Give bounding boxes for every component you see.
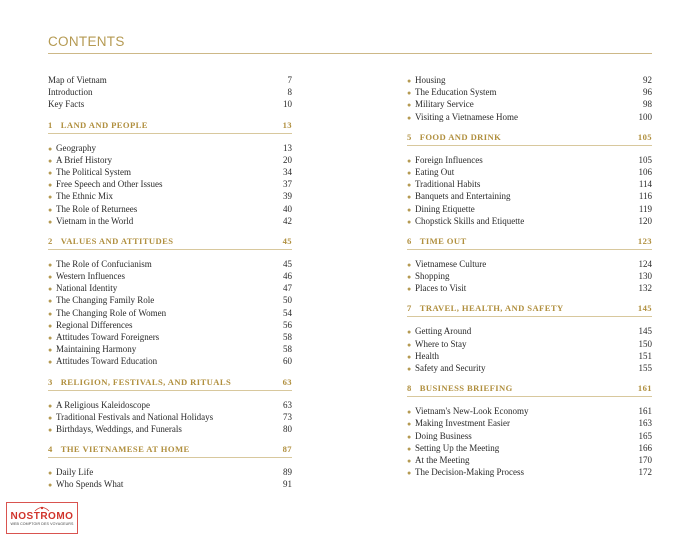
section-page: 13 — [282, 119, 292, 130]
bullet-icon: ● — [48, 321, 53, 330]
toc-entry-page: 42 — [283, 215, 292, 226]
section-items — [48, 399, 292, 436]
toc-entry-label: Military Service — [415, 99, 474, 110]
toc-entry-label: Chopstick Skills and Etiquette — [415, 215, 525, 226]
toc-entry-label: Introduction — [48, 87, 93, 98]
toc-entry-label: The Changing Role of Women — [56, 307, 167, 318]
toc-entry-page: 58 — [283, 344, 292, 355]
toc-entry[interactable] — [48, 294, 292, 306]
toc-entry[interactable] — [48, 154, 292, 166]
toc-entry-page: 161 — [638, 406, 652, 417]
toc-entry[interactable] — [407, 430, 652, 442]
toc-entry-page: 155 — [638, 363, 652, 373]
toc-entry-label: Vietnam's New-Look Economy — [415, 406, 529, 417]
toc-entry[interactable] — [407, 86, 652, 98]
bullet-icon: ● — [48, 358, 53, 367]
left-column — [48, 74, 292, 500]
toc-entry-label: Dining Etiquette — [415, 203, 475, 214]
toc-entry-page: 114 — [638, 179, 652, 190]
section-number: 4 — [48, 444, 53, 455]
toc-entry-label-group — [407, 282, 466, 295]
toc-entry[interactable] — [407, 362, 652, 374]
toc-entry[interactable] — [407, 442, 652, 454]
section-page: 87 — [282, 444, 292, 455]
toc-entry-page: 7 — [287, 75, 292, 85]
page-title: CONTENTS — [48, 34, 125, 49]
toc-entry-label: Shopping — [415, 271, 450, 282]
toc-entry-page: 34 — [283, 166, 292, 177]
section-number: 2 — [48, 235, 53, 246]
toc-entry-page: 120 — [638, 215, 652, 226]
toc-entry-label: The Role of Confucianism — [56, 258, 152, 269]
section-number: 3 — [48, 376, 53, 387]
toc-entry-label: Places to Visit — [415, 283, 467, 294]
toc-entry[interactable] — [407, 215, 652, 227]
toc-entry-label-group — [48, 355, 157, 368]
section-page: 105 — [637, 131, 652, 142]
toc-entry[interactable] — [407, 154, 652, 166]
toc-entry-label: Free Speech and Other Issues — [56, 179, 163, 190]
toc-entry[interactable] — [48, 423, 292, 435]
bullet-icon: ● — [407, 156, 412, 165]
toc-entry-label: Attitudes Toward Foreigners — [56, 332, 160, 342]
toc-entry[interactable] — [407, 178, 652, 190]
toc-entry-label-group — [407, 215, 524, 228]
toc-entry-label-group — [48, 215, 133, 228]
bullet-icon: ● — [407, 469, 412, 478]
section-items — [48, 258, 292, 368]
section-number: 1 — [48, 119, 53, 130]
toc-entry[interactable] — [48, 98, 292, 110]
toc-entry-page: 98 — [643, 99, 652, 110]
toc-entry[interactable] — [48, 307, 292, 319]
toc-entry[interactable] — [407, 270, 652, 282]
bullet-icon: ● — [407, 444, 412, 453]
section-title — [48, 120, 148, 130]
toc-entry-label: Where to Stay — [415, 338, 467, 349]
toc-entry-label: Getting Around — [415, 326, 472, 337]
toc-entry[interactable] — [48, 258, 292, 270]
toc-entry[interactable] — [48, 331, 292, 343]
section-heading[interactable] — [48, 120, 292, 134]
toc-entry-label: National Identity — [56, 283, 118, 294]
toc-entry[interactable] — [407, 111, 652, 123]
toc-entry-label: The Ethnic Mix — [56, 191, 113, 202]
toc-entry-page: 170 — [638, 454, 652, 465]
section-heading[interactable] — [48, 236, 292, 250]
bullet-icon: ● — [407, 89, 412, 98]
section-number: 7 — [407, 303, 412, 314]
toc-entry-page: 119 — [638, 203, 652, 214]
bullet-icon: ● — [48, 156, 53, 165]
section-title — [48, 377, 231, 387]
toc-entry-page: 116 — [638, 191, 652, 202]
bullet-icon: ● — [48, 168, 53, 177]
bullet-icon: ● — [48, 309, 53, 318]
toc-entry-label: Regional Differences — [56, 319, 133, 330]
toc-entry-label-group — [407, 466, 524, 479]
section-page: 123 — [637, 235, 652, 246]
toc-entry[interactable] — [407, 338, 652, 350]
bullet-icon: ● — [48, 346, 53, 355]
toc-entry-page: 130 — [638, 271, 652, 282]
bullet-icon: ● — [48, 297, 53, 306]
bullet-icon: ● — [407, 456, 412, 465]
toc-entry-label: The Political System — [56, 166, 131, 177]
toc-entry-label: Banquets and Entertaining — [415, 191, 511, 202]
toc-entry-label: Traditional Habits — [415, 179, 481, 190]
section-heading[interactable] — [407, 303, 652, 317]
section-page: 63 — [282, 376, 292, 387]
section-heading[interactable] — [407, 236, 652, 250]
toc-entry-label: Who Spends What — [56, 479, 124, 490]
toc-entry-page: 172 — [638, 467, 652, 478]
toc-entry-label: The Education System — [415, 87, 497, 98]
section-name: TRAVEL, HEALTH, AND SAFETY — [419, 303, 564, 314]
toc-entry-page: 60 — [283, 356, 292, 367]
toc-entry[interactable] — [48, 142, 292, 154]
toc-entry-page: 56 — [283, 319, 292, 330]
toc-entry-page: 106 — [638, 166, 652, 177]
bullet-icon: ● — [407, 352, 412, 361]
toc-entry-label: Western Influences — [56, 271, 125, 282]
toc-entry-page: 165 — [638, 430, 652, 441]
title-rule — [48, 53, 652, 54]
toc-entry-label: Setting Up the Meeting — [415, 442, 500, 453]
section-title — [48, 444, 190, 454]
toc-entry-label: Geography — [56, 142, 96, 153]
bullet-icon: ● — [407, 365, 412, 373]
toc-entry-page: 132 — [638, 283, 652, 294]
bullet-icon: ● — [407, 205, 412, 214]
section-title — [407, 132, 501, 142]
toc-entry-label: Daily Life — [56, 467, 94, 478]
section-name: LAND AND PEOPLE — [60, 119, 148, 130]
bullet-icon: ● — [407, 168, 412, 177]
toc-entry-label: A Religious Kaleidoscope — [56, 399, 150, 410]
toc-entry[interactable] — [407, 454, 652, 466]
toc-entry[interactable] — [48, 282, 292, 294]
toc-entry-label-group — [48, 98, 84, 110]
bullet-icon: ● — [48, 425, 53, 434]
toc-entry-label: Doing Business — [415, 430, 472, 441]
section-title — [407, 303, 564, 313]
toc-entry-page: 13 — [283, 142, 292, 153]
section-heading[interactable] — [48, 444, 292, 458]
continued-items — [407, 74, 652, 123]
bullet-icon: ● — [48, 273, 53, 282]
toc-entry-page: 50 — [283, 295, 292, 306]
toc-entry-label-group — [48, 478, 123, 491]
toc-entry-label-group — [407, 362, 485, 375]
toc-entry-page: 89 — [283, 467, 292, 478]
section-name: BUSINESS BRIEFING — [419, 383, 513, 394]
toc-entry-page: 37 — [283, 179, 292, 190]
section-heading[interactable] — [407, 132, 652, 146]
toc-entry[interactable] — [48, 74, 292, 86]
toc-entry[interactable] — [407, 98, 652, 110]
toc-entry[interactable] — [48, 355, 292, 367]
toc-entry-page: 100 — [638, 111, 652, 122]
toc-entry-page: 145 — [638, 326, 652, 337]
toc-entry-label-group — [48, 423, 182, 436]
right-column — [407, 74, 652, 487]
toc-entry-page: 163 — [638, 418, 652, 429]
front-matter — [48, 74, 292, 111]
toc-entry-page: 80 — [283, 423, 292, 434]
bullet-icon: ● — [407, 273, 412, 282]
bullet-icon: ● — [48, 334, 53, 342]
bullet-icon: ● — [48, 401, 53, 410]
section-items — [407, 258, 652, 295]
section-name: THE VIETNAMESE AT HOME — [60, 444, 190, 455]
toc-entry[interactable] — [48, 399, 292, 411]
toc-entry-page: 91 — [283, 479, 292, 490]
toc-entry-label: Map of Vietnam — [48, 75, 107, 85]
nostromo-watermark-logo — [6, 502, 78, 534]
toc-entry-label: Birthdays, Weddings, and Funerals — [56, 423, 182, 434]
toc-entry[interactable] — [407, 405, 652, 417]
toc-entry[interactable] — [407, 190, 652, 202]
toc-entry-page: 96 — [643, 87, 652, 98]
toc-entry[interactable] — [48, 411, 292, 423]
section-page: 45 — [282, 235, 292, 246]
toc-entry[interactable] — [407, 166, 652, 178]
toc-entry[interactable] — [48, 86, 292, 98]
toc-entry-label: The Changing Family Role — [56, 295, 155, 306]
section-items — [48, 142, 292, 227]
toc-entry-page: 54 — [283, 307, 292, 318]
toc-entry-page: 150 — [638, 338, 652, 349]
toc-entry-label: Attitudes Toward Education — [56, 356, 158, 367]
toc-entry[interactable] — [407, 417, 652, 429]
toc-entry-page: 20 — [283, 154, 292, 165]
toc-entry-label: Safety and Security — [415, 363, 486, 373]
bullet-icon: ● — [407, 101, 412, 110]
section-items — [407, 325, 652, 374]
bullet-icon: ● — [407, 285, 412, 294]
toc-entry[interactable] — [48, 319, 292, 331]
toc-entry-page: 10 — [283, 99, 292, 110]
toc-entry-label-group — [48, 74, 107, 86]
toc-entry[interactable] — [407, 282, 652, 294]
toc-entry-page: 166 — [638, 442, 652, 453]
bullet-icon: ● — [407, 328, 412, 337]
watermark-brand: NOSTROMO — [10, 511, 74, 522]
toc-entry[interactable] — [48, 203, 292, 215]
bullet-icon: ● — [407, 113, 412, 122]
toc-entry[interactable] — [407, 203, 652, 215]
section-number: 8 — [407, 383, 412, 394]
toc-entry-label: Vietnam in the World — [56, 215, 134, 226]
section-title — [407, 236, 467, 246]
bullet-icon: ● — [48, 144, 53, 153]
bullet-icon: ● — [48, 193, 53, 202]
section-heading[interactable] — [407, 383, 652, 397]
toc-entry-label: The Decision-Making Process — [415, 467, 524, 478]
toc-entry[interactable] — [48, 478, 292, 490]
toc-entry-page: 46 — [283, 271, 292, 282]
toc-entry[interactable] — [48, 215, 292, 227]
bullet-icon: ● — [407, 181, 412, 190]
bullet-icon: ● — [407, 420, 412, 429]
toc-entry[interactable] — [48, 343, 292, 355]
bullet-icon: ● — [407, 432, 412, 441]
toc-entry-label: Maintaining Harmony — [56, 344, 137, 355]
toc-entry-page: 58 — [283, 332, 292, 342]
toc-entry[interactable] — [407, 258, 652, 270]
toc-entry-page: 124 — [638, 258, 652, 269]
toc-entry[interactable] — [48, 166, 292, 178]
toc-entry-page: 73 — [283, 411, 292, 422]
watermark-tagline: WEB COMPTOIR DES VOYAGEURS — [10, 522, 74, 526]
toc-entry[interactable] — [48, 270, 292, 282]
toc-entry-label: Foreign Influences — [415, 154, 483, 165]
toc-entry-page: 8 — [287, 87, 292, 98]
section-title — [48, 236, 173, 246]
section-page: 145 — [637, 303, 652, 314]
toc-entry-label-group — [48, 86, 93, 98]
toc-entry[interactable] — [407, 74, 652, 86]
toc-entry-page: 47 — [283, 283, 292, 294]
toc-entry[interactable] — [48, 190, 292, 202]
bullet-icon: ● — [407, 193, 412, 202]
bullet-icon: ● — [48, 469, 53, 478]
toc-entry[interactable] — [407, 350, 652, 362]
toc-entry-page: 63 — [283, 399, 292, 410]
toc-entry-page: 45 — [283, 258, 292, 269]
section-page: 161 — [637, 383, 652, 394]
bullet-icon: ● — [48, 413, 53, 422]
toc-entry[interactable] — [48, 178, 292, 190]
section-name: RELIGION, FESTIVALS, AND RITUALS — [60, 376, 232, 387]
section-items — [48, 466, 292, 490]
toc-entry[interactable] — [48, 466, 292, 478]
toc-entry-page: 40 — [283, 203, 292, 214]
toc-entry-label: Visiting a Vietnamese Home — [415, 111, 518, 122]
section-name: FOOD AND DRINK — [419, 131, 502, 142]
toc-entry-label: Traditional Festivals and National Holidays — [56, 411, 214, 422]
bullet-icon: ● — [48, 205, 53, 214]
toc-entry-label: Making Investment Easier — [415, 418, 510, 429]
section-name: VALUES AND ATTITUDES — [60, 235, 174, 246]
toc-entry-page: 105 — [638, 154, 652, 165]
bullet-icon: ● — [407, 217, 412, 226]
section-name: TIME OUT — [419, 235, 467, 246]
bullet-icon: ● — [407, 77, 412, 85]
bullet-icon: ● — [407, 408, 412, 417]
toc-entry-label: The Role of Returnees — [56, 203, 138, 214]
toc-entry-page: 92 — [643, 75, 652, 85]
toc-entry[interactable] — [407, 466, 652, 478]
section-heading[interactable] — [48, 377, 292, 391]
section-number: 5 — [407, 131, 412, 142]
bullet-icon: ● — [407, 260, 412, 269]
compass-ornament-icon — [34, 504, 50, 512]
toc-entry-label: Eating Out — [415, 166, 455, 177]
toc-entry-label: Vietnamese Culture — [415, 258, 487, 269]
toc-entry[interactable] — [407, 325, 652, 337]
bullet-icon: ● — [48, 260, 53, 269]
toc-entry-page: 151 — [638, 350, 652, 361]
bullet-icon: ● — [48, 285, 53, 294]
bullet-icon: ● — [48, 181, 53, 190]
bullet-icon: ● — [48, 481, 53, 490]
toc-entry-label-group — [407, 111, 518, 124]
toc-entry-label: Housing — [415, 75, 446, 85]
section-title — [407, 383, 513, 393]
section-number: 6 — [407, 235, 412, 246]
section-items — [407, 405, 652, 478]
section-items — [407, 154, 652, 227]
bullet-icon: ● — [407, 340, 412, 349]
toc-entry-label: Health — [415, 350, 439, 361]
toc-entry-label: A Brief History — [56, 154, 112, 165]
bullet-icon: ● — [48, 217, 53, 226]
toc-entry-page: 39 — [283, 191, 292, 202]
toc-entry-label: At the Meeting — [415, 454, 470, 465]
toc-entry-label: Key Facts — [48, 99, 85, 110]
